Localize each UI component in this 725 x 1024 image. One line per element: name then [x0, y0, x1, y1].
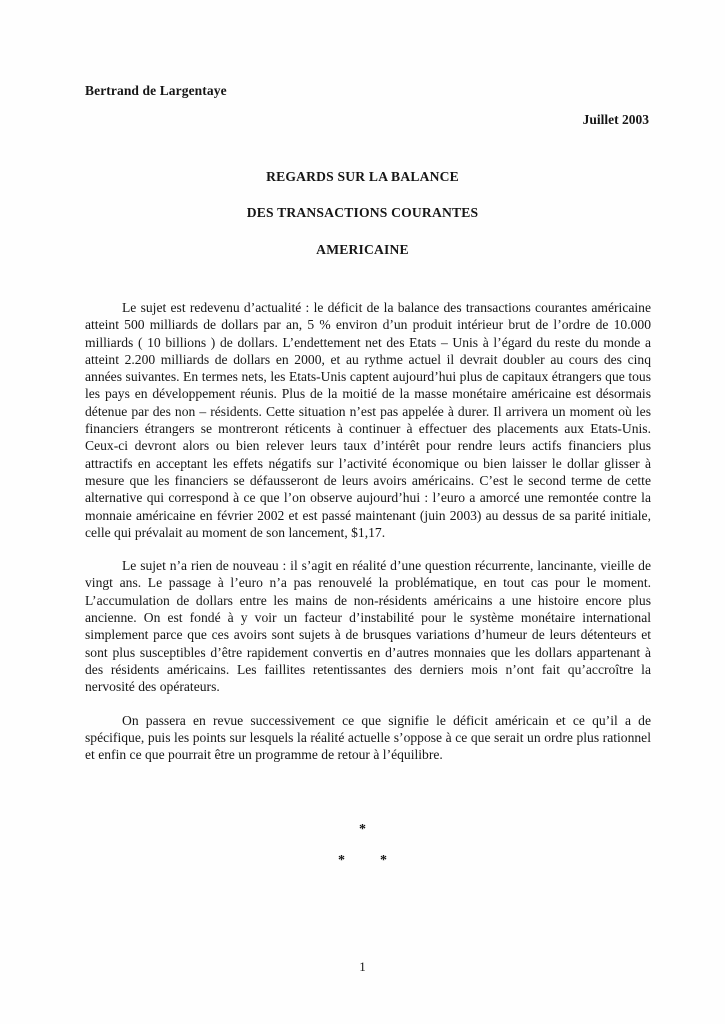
title-line-3: AMERICAINE: [316, 241, 409, 257]
paragraph-1: Le sujet est redevenu d’actualité : le déficit de la balance des transactions courantes américaine atteint 500 milliards de dollars par an, 5 % environ d’un produit intérieur brut de l’ordre de 10.000 milliards ( 10 billions ) de dollars. L’endettement net des Etats – Unis à l’égard du reste du monde a atteint 2.200 milliards de dollars en 2000, et au rythme actuel il devrait doubler au cours des cinq années suivantes. En termes nets, les Etats-Unis captent aujourd’hui plus de capitaux étrangers que tous les pays en développement réunis. Plus de la moitié de la masse monétaire américaine est désormais détenue par des non – résidents. Cette situation n’est pas appelée à durer. Il arrivera un moment où les financiers étrangers se montreront réticents à continuer à effectuer des placements aux Etats-Unis. Ceux-ci devront alors ou bien relever leurs taux d’intérêt pour rendre leurs actifs financiers plus attractifs en acceptant les effets négatifs sur l’activité économique ou bien laisser le dollar glisser à mesure que les financiers se défausseront de leurs avoirs américains. C’est le second terme de cette alternative qui correspond à ce que l’on observe aujourd’hui : l’euro a amorcé une remontée contre la monnaie américaine en février 2002 et est passé maintenant (juin 2003) au dessus de sa parité initiale, celle qui prévalait au moment de son lancement, $1,17.: [85, 300, 651, 540]
separator-asterisk-right: *: [380, 853, 387, 868]
body-text: [85, 299, 651, 779]
page-number: 1: [359, 959, 366, 974]
paragraph-3: On passera en revue successivement ce que signifie le déficit américain et ce qu’il a de spécifique, puis les points sur lesquels la réalité actuelle s’oppose à ce que serait un ordre plus rationnel et enfin ce que pourrait être un programme de retour à l’équilibre.: [85, 712, 651, 763]
author-name: Bertrand de Largentaye: [85, 83, 227, 98]
paragraph-2: Le sujet n’a rien de nouveau : il s’agit en réalité d’une question récurrente, lancinante, vieille de vingt ans. Le passage à l’euro n’a pas renouvelé la problématique, en tout cas pour le moment. L’accumulation de dollars entre les mains de non-résidents américains a une histoire encore plus ancienne. On est fondé à y voir un facteur d’instabilité pour le système monétaire international simplement parce que ces avoirs sont sujets à de brusques variations d’humeur de leurs détenteurs et sont plus susceptibles d’être rapidement convertis en d’autres monnaies que les dollars appartenant à des résidents américains. Les faillites retentissantes des derniers mois n’ont fait qu’accroître la nervosité des opérateurs.: [85, 558, 651, 695]
title-line-2: DES TRANSACTIONS COURANTES: [246, 205, 479, 221]
separator-asterisk-row: [0, 853, 725, 869]
title-line-1: REGARDS SUR LA BALANCE: [266, 169, 459, 184]
document-title: [0, 168, 725, 277]
document-date: Juillet 2003: [582, 112, 649, 127]
section-separator: [0, 822, 725, 869]
separator-asterisk-left: *: [338, 853, 345, 868]
separator-asterisk-top: *: [359, 822, 366, 837]
